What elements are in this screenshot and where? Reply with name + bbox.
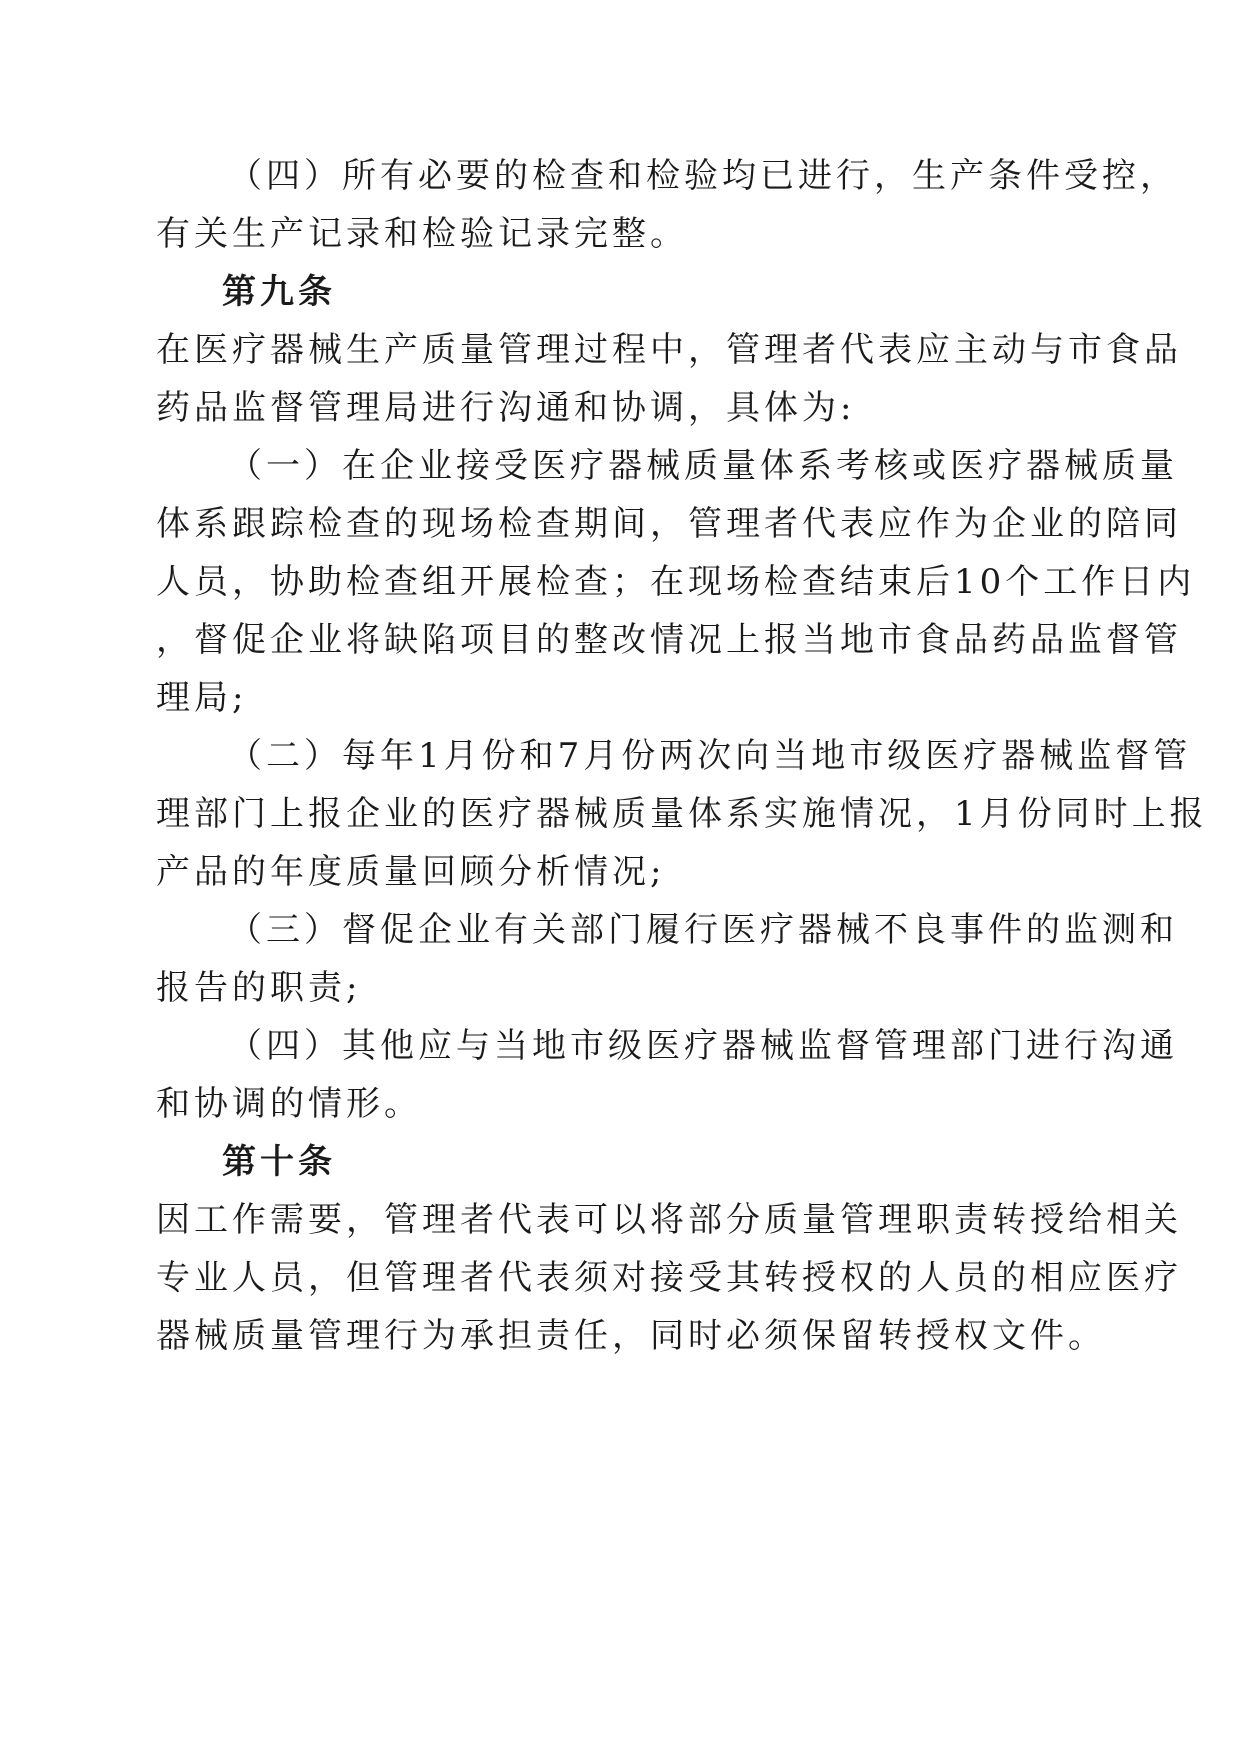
paragraph-line: 器械质量管理行为承担责任，同时必须保留转授权文件。 (156, 1316, 1106, 1356)
paragraph-line: 理部门上报企业的医疗器械质量体系实施情况，1月份同时上报 (156, 794, 1208, 834)
paragraph-line: ，督促企业将缺陷项目的整改情况上报当地市食品药品监督管 (156, 620, 1182, 660)
paragraph-line: （二）每年1月份和7月份两次向当地市级医疗器械监督管 (228, 736, 1192, 776)
paragraph-line: 体系跟踪检查的现场检查期间，管理者代表应作为企业的陪同 (156, 504, 1182, 544)
paragraph-line: （四）所有必要的检查和检验均已进行，生产条件受控， (228, 156, 1178, 196)
article-heading: 第十条 (222, 1142, 336, 1182)
paragraph-line: 人员，协助检查组开展检查；在现场检查结束后10个工作日内 (156, 562, 1196, 602)
article-heading: 第九条 (222, 272, 336, 312)
paragraph-line: 理局; (156, 678, 248, 718)
paragraph-line: 在医疗器械生产质量管理过程中，管理者代表应主动与市食品 (156, 330, 1182, 370)
paragraph-line: 报告的职责; (156, 968, 362, 1008)
paragraph-line: 产品的年度质量回顾分析情况; (156, 852, 666, 892)
paragraph-line: （四）其他应与当地市级医疗器械监督管理部门进行沟通 (228, 1026, 1178, 1066)
paragraph-line: 专业人员，但管理者代表须对接受其转授权的人员的相应医疗 (156, 1258, 1182, 1298)
paragraph-line: 药品监督管理局进行沟通和协调，具体为: (156, 388, 856, 428)
paragraph-line: （三）督促企业有关部门履行医疗器械不良事件的监测和 (228, 910, 1178, 950)
paragraph-line: （一）在企业接受医疗器械质量体系考核或医疗器械质量 (228, 446, 1178, 486)
paragraph-line: 和协调的情形。 (156, 1084, 422, 1124)
paragraph-line: 因工作需要，管理者代表可以将部分质量管理职责转授给相关 (156, 1200, 1182, 1240)
paragraph-line: 有关生产记录和检验记录完整。 (156, 214, 688, 254)
